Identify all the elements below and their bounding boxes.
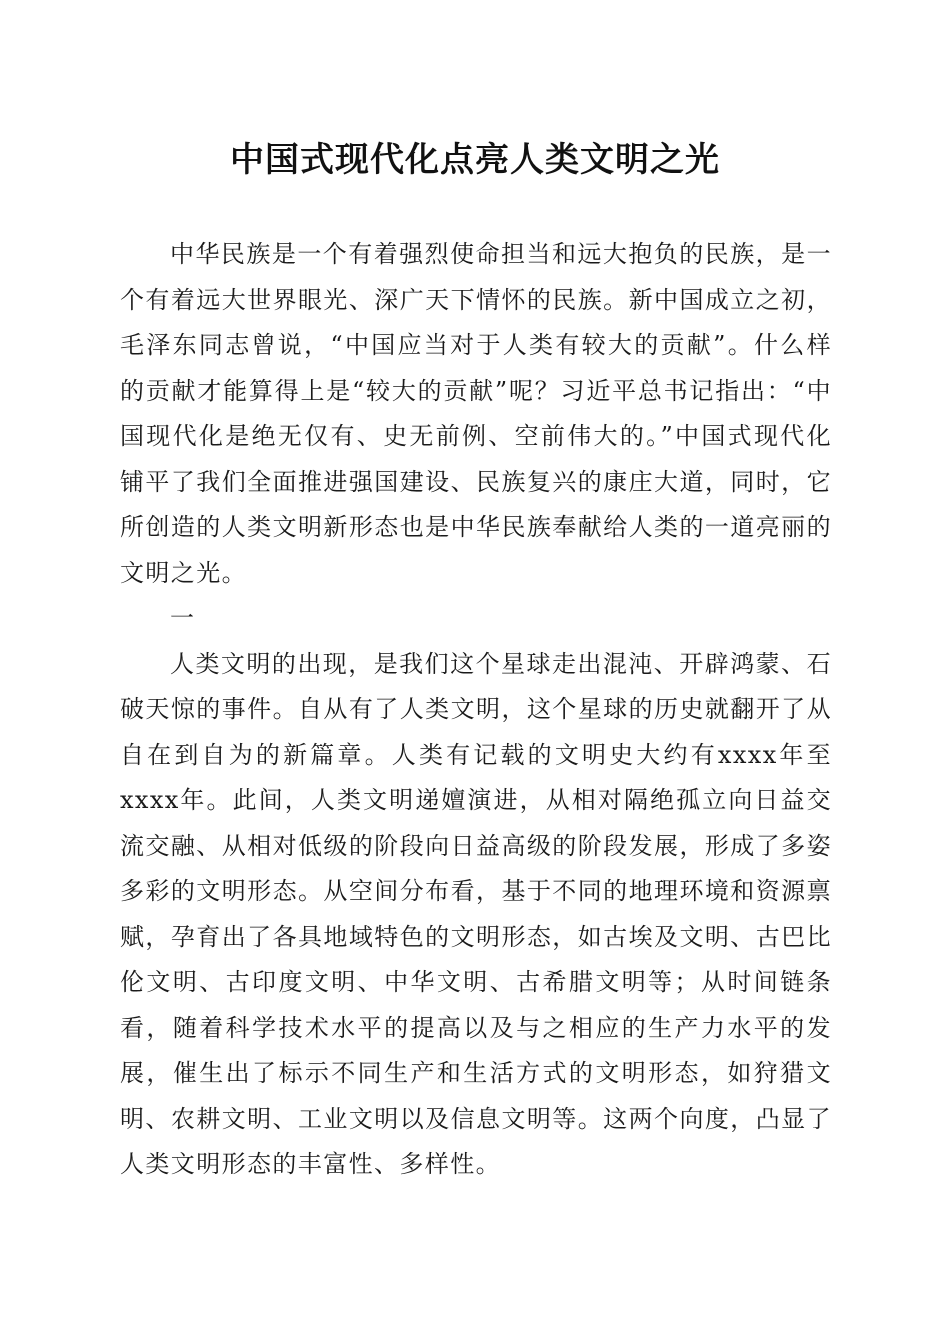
paragraph-intro: 中华民族是一个有着强烈使命担当和远大抱负的民族，是一个有着远大世界眼光、深广天下情怀的民族。新中国成立之初，毛泽东同志曾说，“中国应当对于人类有较大的贡献”。什么样的贡献才能算得上是“较大的贡献”呢？习近平总书记指出：“中国现代化是绝无仅有、史无前例、空前伟大的。”中国式现代化铺平了我们全面推进强国建设、民族复兴的康庄大道，同时，它所创造的人类文明新形态也是中华民族奉献给人类的一道亮丽的文明之光。 <box>120 240 832 587</box>
document-body <box>120 232 832 1188</box>
paragraph-civilization: 人类文明的出现，是我们这个星球走出混沌、开辟鸿蒙、石破天惊的事件。自从有了人类文明，这个星球的历史就翻开了从自在到自为的新篇章。人类有记载的文明史大约有xxxx年至xxxx年。此间，人类文明递嬗演进，从相对隔绝孤立向日益交流交融、从相对低级的阶段向日益高级的阶段发展，形成了多姿多彩的文明形态。从空间分布看，基于不同的地理环境和资源禀赋，孕育出了各具地域特色的文明形态，如古埃及文明、古巴比伦文明、古印度文明、中华文明、古希腊文明等；从时间链条看，随着科学技术水平的提高以及与之相应的生产力水平的发展，催生出了标示不同生产和生活方式的文明形态，如狩猎文明、农耕文明、工业文明以及信息文明等。这两个向度，凸显了人类文明形态的丰富性、多样性。 <box>120 649 832 1178</box>
section-number-one: 一 <box>170 604 196 632</box>
document-title: 中国式现代化点亮人类文明之光 <box>230 140 720 180</box>
